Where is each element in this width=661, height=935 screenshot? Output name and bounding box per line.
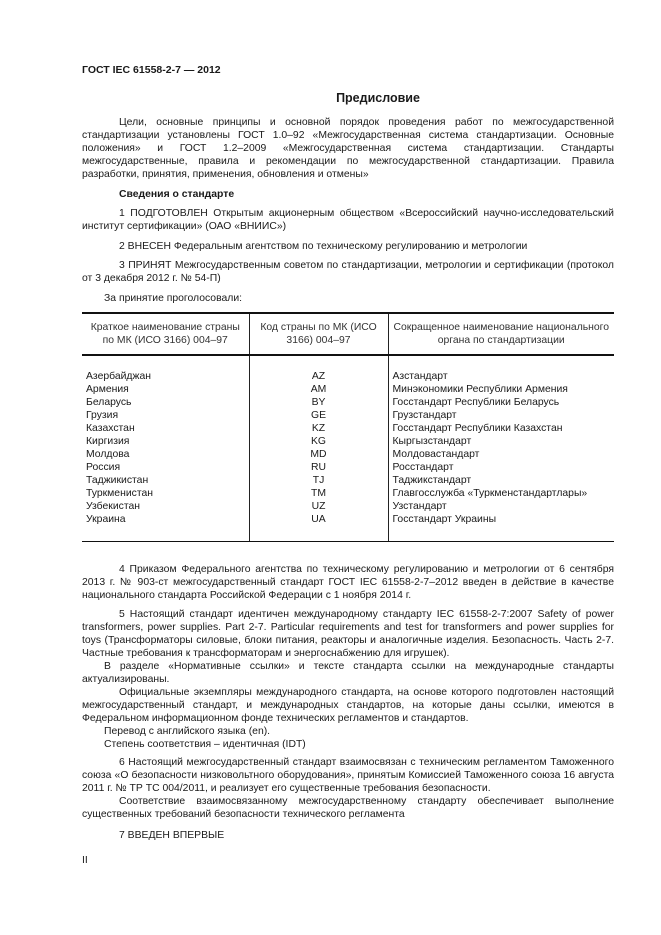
table-row bbox=[82, 474, 614, 487]
table-row bbox=[82, 383, 614, 396]
voted-label: За принятие проголосовали: bbox=[104, 293, 243, 304]
table-row bbox=[82, 500, 614, 513]
section-heading: Сведения о стандарте bbox=[119, 189, 235, 200]
document-header: ГОСТ IEC 61558-2-7 — 2012 bbox=[82, 64, 221, 76]
cell-body: Госстандарт Республики Беларусь bbox=[388, 396, 614, 409]
cell-body: Госстандарт Республики Казахстан bbox=[388, 422, 614, 435]
table-row bbox=[82, 448, 614, 461]
table-row bbox=[82, 396, 614, 409]
table-row bbox=[82, 355, 614, 383]
cell-country: Армения bbox=[82, 383, 249, 396]
item-6: 6 Настоящий межгосударственный стандарт взаимосвязан с техническим регламентом Таможенного союза «О безопасности низковольтного оборудования», принятым Комиссией Таможенного союза 16 августа 2011 г. № ТР ТС 004/2011, и реализует его существенные требования безопасности. bbox=[82, 757, 614, 794]
cell-body: Минэкономики Республики Армения bbox=[388, 383, 614, 396]
cell-country: Украина bbox=[82, 513, 249, 542]
cell-country: Молдова bbox=[82, 448, 249, 461]
cell-code: BY bbox=[249, 396, 388, 409]
table-header-row bbox=[82, 313, 614, 355]
cell-code: KG bbox=[249, 435, 388, 448]
cell-code: AM bbox=[249, 383, 388, 396]
cell-country: Узбекистан bbox=[82, 500, 249, 513]
table-row bbox=[82, 435, 614, 448]
item-7: 7 ВВЕДЕН ВПЕРВЫЕ bbox=[119, 830, 225, 841]
cell-code: GE bbox=[249, 409, 388, 422]
cell-code: RU bbox=[249, 461, 388, 474]
cell-body: Молдовастандарт bbox=[388, 448, 614, 461]
voting-table bbox=[82, 312, 614, 542]
cell-country: Россия bbox=[82, 461, 249, 474]
column-header-code: Код страны по МК (ИСО 3166) 004–97 bbox=[249, 313, 388, 355]
cell-code: TJ bbox=[249, 474, 388, 487]
table-row bbox=[82, 409, 614, 422]
cell-code: MD bbox=[249, 448, 388, 461]
cell-country: Беларусь bbox=[82, 396, 249, 409]
item-5-degree: Степень соответствия – идентичная (IDT) bbox=[104, 739, 306, 750]
item-1: 1 ПОДГОТОВЛЕН Открытым акционерным обществом «Всероссийский научно-исследовательский институт сертификации» (ОАО «ВНИИС») bbox=[82, 208, 614, 232]
table-row bbox=[82, 422, 614, 435]
cell-country: Азербайджан bbox=[82, 355, 249, 383]
cell-body: Грузстандарт bbox=[388, 409, 614, 422]
item-6-conformity: Соответствие взаимосвязанному межгосударственному стандарту обеспечивает выполнение существенных требований безопасности технического регламента bbox=[82, 796, 614, 820]
cell-body: Главгосслужба «Туркменстандартлары» bbox=[388, 487, 614, 500]
table-row bbox=[82, 487, 614, 500]
cell-body: Таджикстандарт bbox=[388, 474, 614, 487]
document-page bbox=[82, 64, 614, 867]
cell-country: Туркменистан bbox=[82, 487, 249, 500]
table-row bbox=[82, 513, 614, 542]
table-row bbox=[82, 461, 614, 474]
column-header-country: Краткое наименование страны по МК (ИСО 3166) 004–97 bbox=[82, 313, 249, 355]
item-5: 5 Настоящий стандарт идентичен международному стандарту IEC 61558-2-7:2007 Safety of power transformers, power supplies. Part 2-7. Particular requirements and test for transformers and power supplies for toys (Трансформаторы силовые, блоки питания, реакторы и аналогичные изделия. Безопасность. Часть 2-7. Частные требования к трансформаторам и энергоснабжению для игрушек). bbox=[82, 609, 614, 659]
cell-country: Грузия bbox=[82, 409, 249, 422]
cell-body: Росстандарт bbox=[388, 461, 614, 474]
cell-body: Азстандарт bbox=[388, 355, 614, 383]
page-number: II bbox=[82, 855, 88, 866]
cell-country: Киргизия bbox=[82, 435, 249, 448]
item-5-references: В разделе «Нормативные ссылки» и тексте стандарта ссылки на международные стандарты актуализированы. bbox=[82, 661, 614, 685]
item-3: 3 ПРИНЯТ Межгосударственным советом по стандартизации, метрологии и сертификации (протокол от 3 декабря 2012 г. № 54-П) bbox=[82, 260, 614, 284]
column-header-body: Сокращенное наименование национального органа по стандартизации bbox=[388, 313, 614, 355]
cell-code: UZ bbox=[249, 500, 388, 513]
cell-code: AZ bbox=[249, 355, 388, 383]
cell-code: KZ bbox=[249, 422, 388, 435]
cell-code: TM bbox=[249, 487, 388, 500]
intro-paragraph: Цели, основные принципы и основной порядок проведения работ по межгосударственной стандартизации установлены ГОСТ 1.0–92 «Межгосударственная система стандартизации. Основные положения» и ГОСТ 1.2–2009 «Межгосударственная система стандартизации. Стандарты межгосударственные, правила и рекомендации по межгосударственной стандартизации. Правила разработки, принятия, применения, обновления и отмены» bbox=[82, 117, 614, 180]
page-title: Предисловие bbox=[336, 91, 420, 105]
cell-country: Таджикистан bbox=[82, 474, 249, 487]
cell-body: Госстандарт Украины bbox=[388, 513, 614, 542]
item-2: 2 ВНЕСЕН Федеральным агентством по техническому регулированию и метрологии bbox=[119, 241, 528, 252]
cell-body: Узстандарт bbox=[388, 500, 614, 513]
cell-body: Кыргызстандарт bbox=[388, 435, 614, 448]
cell-code: UA bbox=[249, 513, 388, 542]
cell-country: Казахстан bbox=[82, 422, 249, 435]
item-5-translation: Перевод с английского языка (en). bbox=[104, 726, 271, 737]
item-5-official-copies: Официальные экземпляры международного стандарта, на основе которого подготовлен настоящий межгосударственный стандарт, и международных стандартов, на которые даны ссылки, имеются в Федеральном информационном фонде технических регламентов и стандартов. bbox=[82, 687, 614, 724]
item-4: 4 Приказом Федерального агентства по техническому регулированию и метрологии от 6 сентября 2013 г. № 903-ст межгосударственный стандарт ГОСТ IEC 61558-2-7–2012 введен в действие в качестве национального стандарта Российской Федерации с 1 ноября 2014 г. bbox=[82, 564, 614, 601]
